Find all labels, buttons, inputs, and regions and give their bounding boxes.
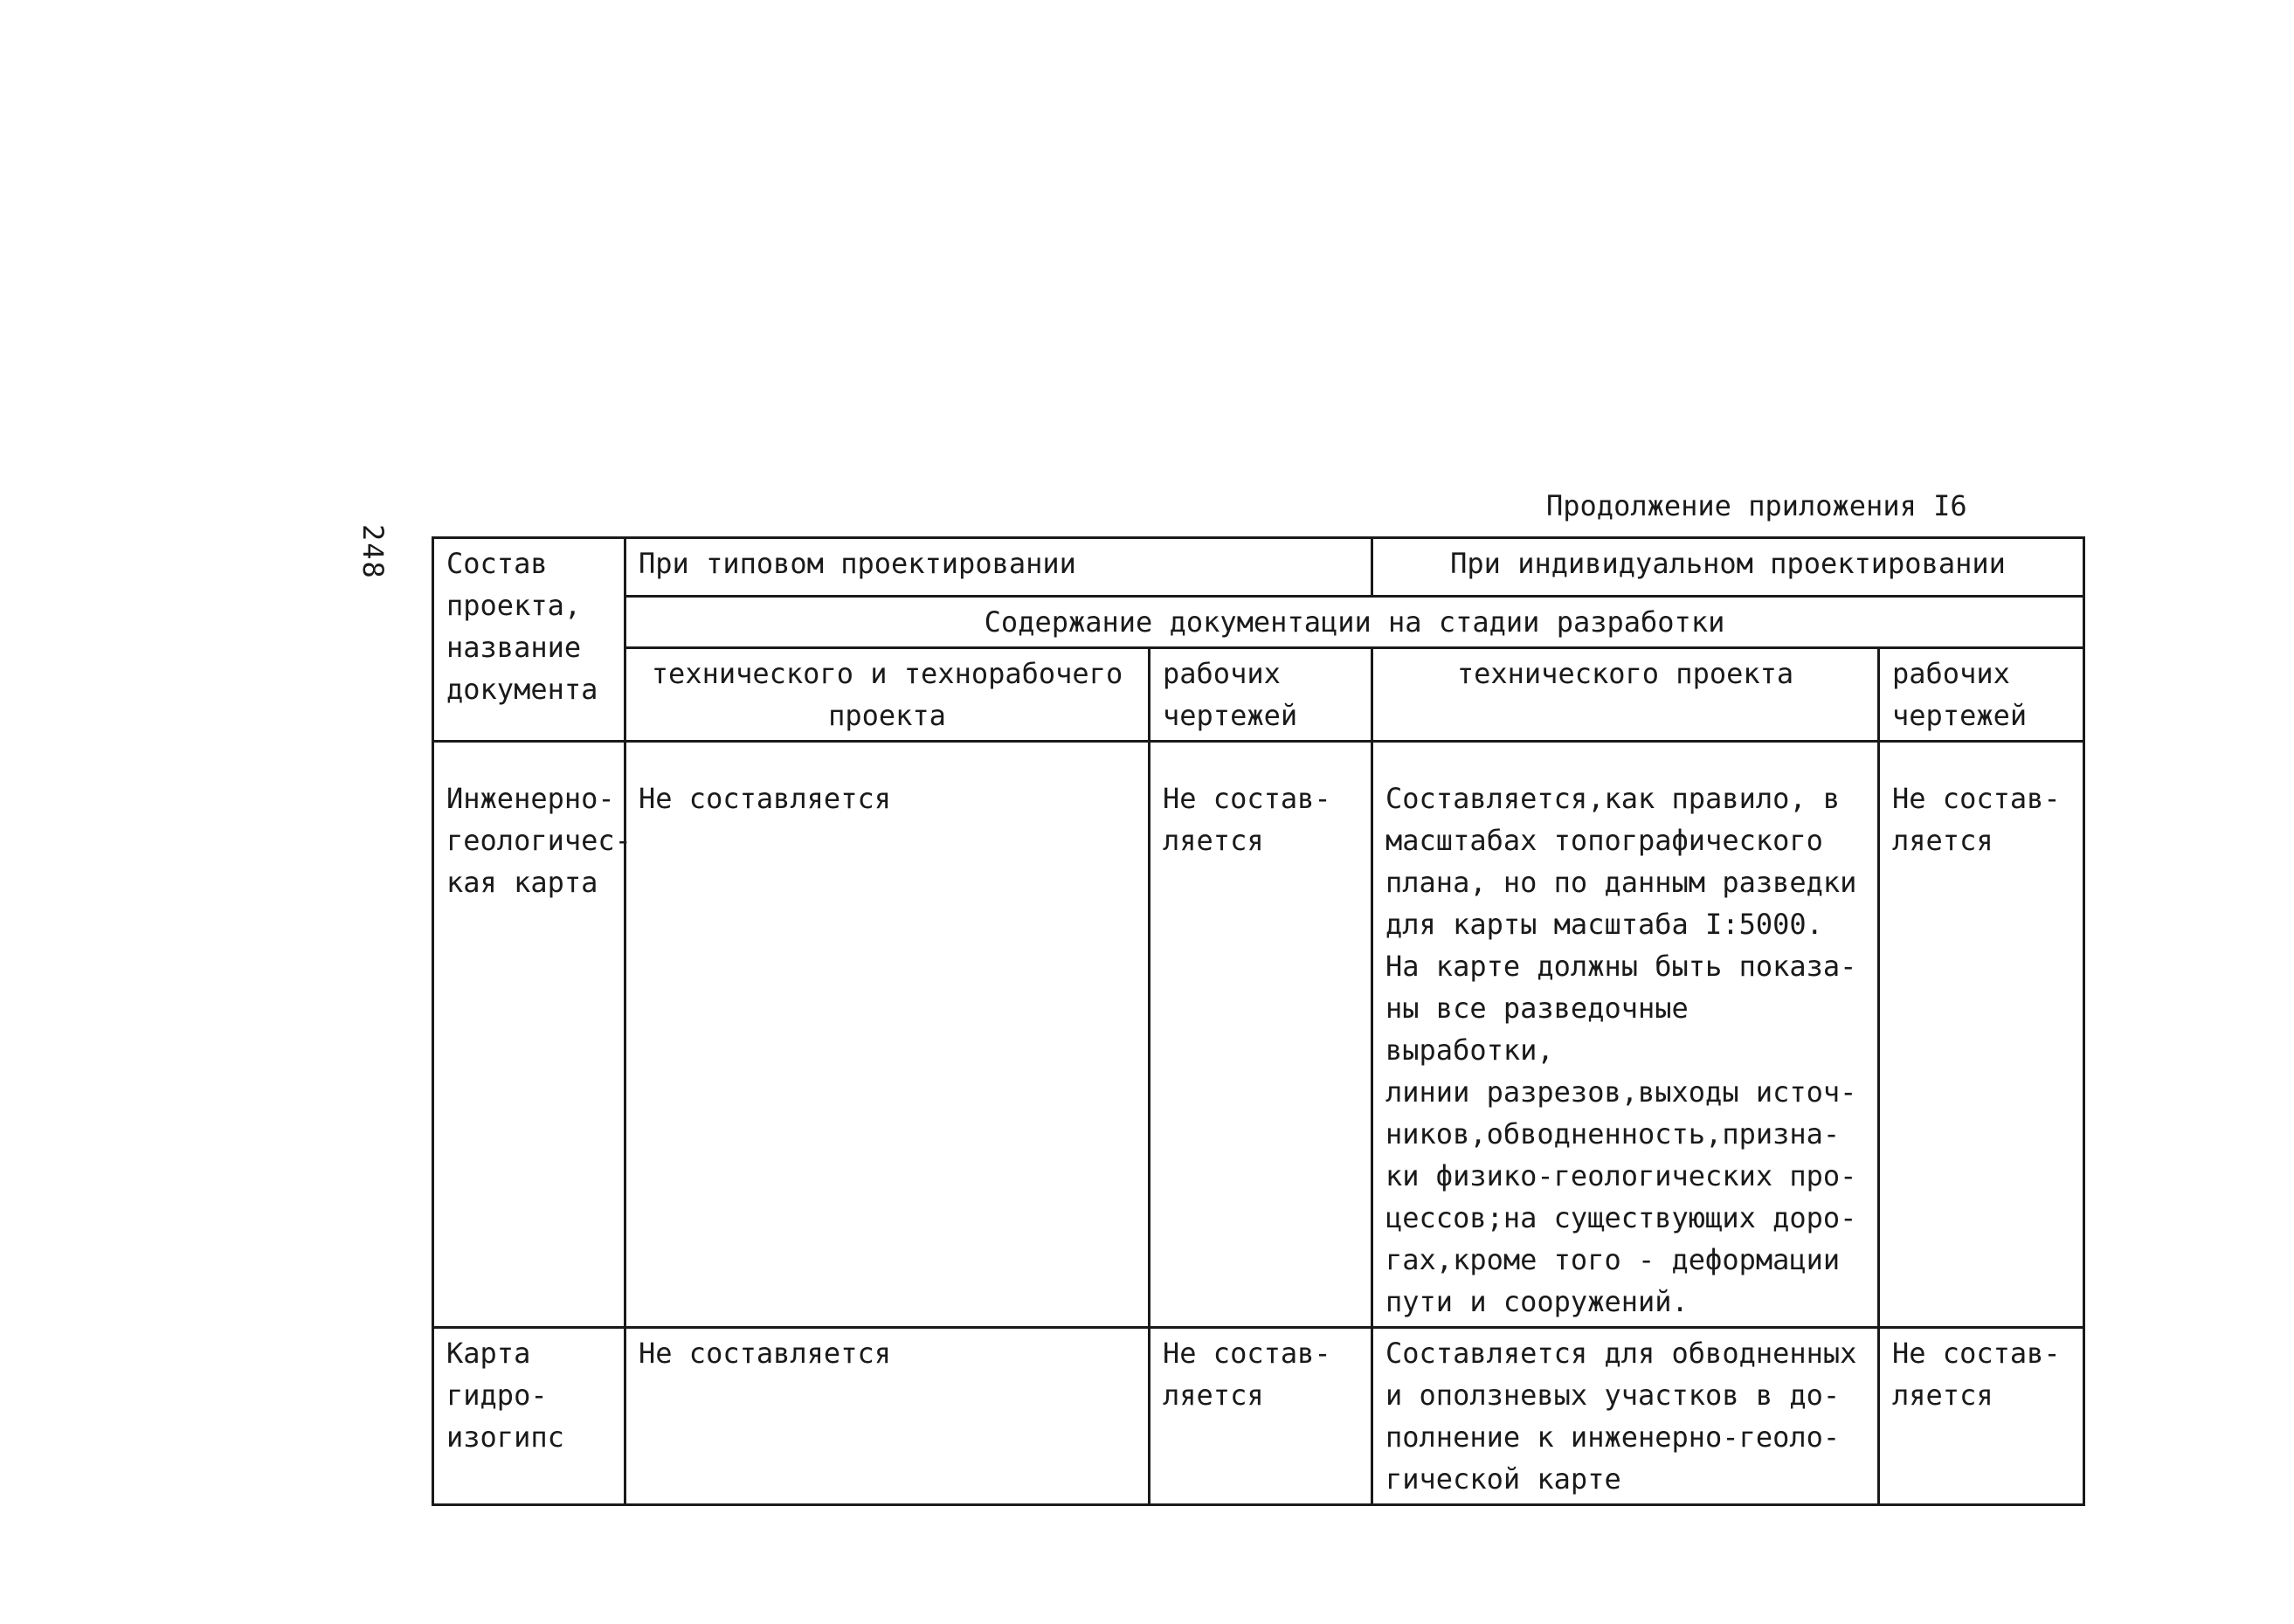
row-individual-tech: Составляется для обводненных и оползневых участков в до- полнение к инженерно-геоло- гической карте <box>1372 1328 1879 1505</box>
header-content-stage: Содержание документации на стадии разработки <box>625 597 2084 648</box>
subheader-working-drawings: рабочих чертежей <box>1150 648 1372 742</box>
row-document-name: Инженерно- геологичес- кая карта <box>433 742 625 1328</box>
row-document-name: Карта гидро- изогипс <box>433 1328 625 1505</box>
documentation-table <box>432 536 2085 1506</box>
subheader-tech-project: технического проекта <box>1372 648 1879 742</box>
row-typical-working: Не состав- ляется <box>1150 742 1372 1328</box>
header-row-3 <box>433 648 2084 742</box>
header-typical-design: При типовом проектировании <box>625 538 1372 597</box>
header-individual-design: При индивидуальном проектировании <box>1372 538 2084 597</box>
table-row <box>433 742 2084 1328</box>
row-individual-working: Не состав- ляется <box>1879 742 2084 1328</box>
row-typical-tech: Не составляется <box>625 742 1150 1328</box>
subheader-tech-techwork-project: технического и технорабочего проекта <box>625 648 1150 742</box>
header-row-2 <box>433 597 2084 648</box>
subheader-working-drawings: рабочих чертежей <box>1879 648 2084 742</box>
row-individual-working: Не состав- ляется <box>1879 1328 2084 1505</box>
row-individual-tech: Составляется,как правило, в масштабах топографического плана, но по данным разведки для карты масштаба I:5000. На карте должны быть показа- ны все разведочные выработки, линии разрезов,выходы источ- ников,обводненность,призна- ки физико-геологических про- цессов;на существующих доро- гах,кроме того - деформации пути и сооружений. <box>1372 742 1879 1328</box>
header-composition: Состав проекта, название документа <box>433 538 625 742</box>
row-typical-tech: Не составляется <box>625 1328 1150 1505</box>
header-row-1 <box>433 538 2084 597</box>
appendix-continuation-heading: Продолжение приложения I6 <box>1546 489 1967 522</box>
page-number: 248 <box>356 524 390 580</box>
table-row <box>433 1328 2084 1505</box>
row-typical-working: Не состав- ляется <box>1150 1328 1372 1505</box>
